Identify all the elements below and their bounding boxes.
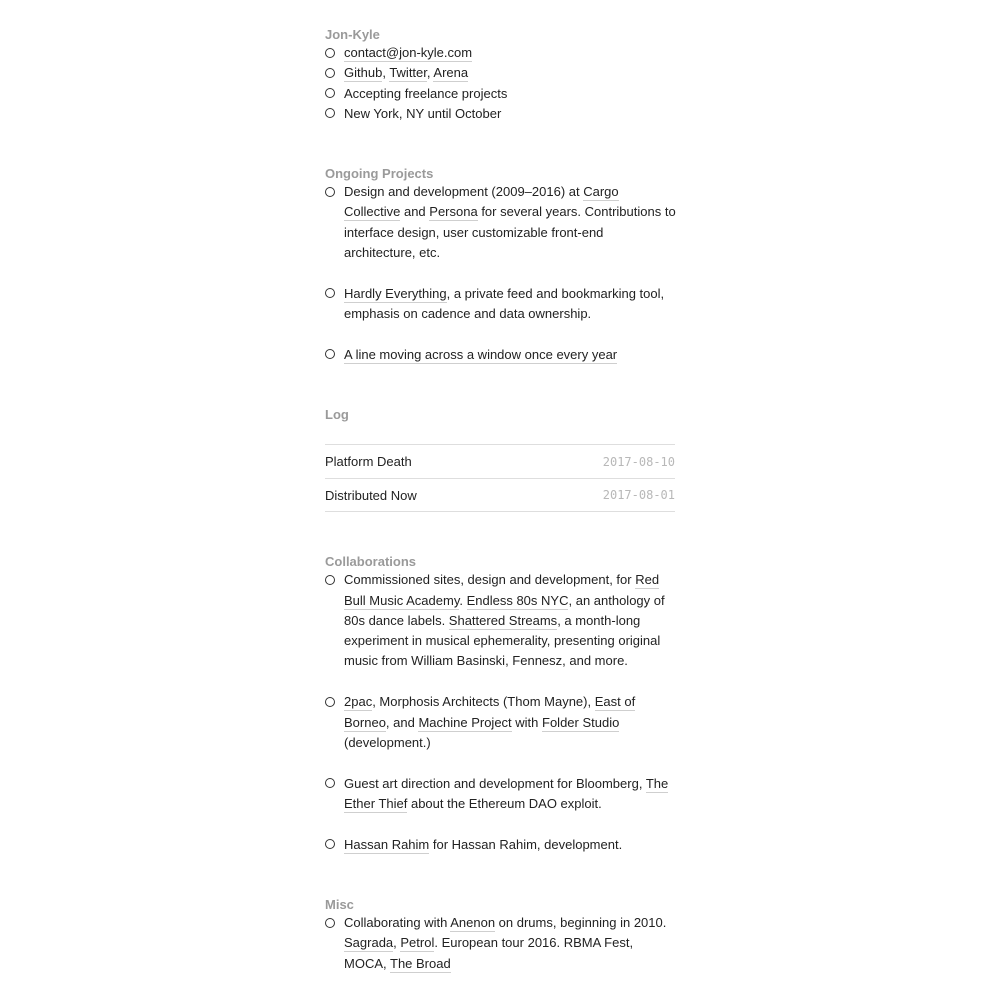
log-entry-title: Platform Death [325,454,412,470]
circle-bullet-icon [325,778,335,788]
misc-heading: Misc [325,897,354,913]
collab-rbma-item [325,570,677,671]
circle-bullet-icon [325,68,335,78]
collaborations-heading: Collaborations [325,554,417,570]
circle-bullet-icon [325,839,335,849]
folder-studio-link[interactable]: Folder Studio [542,714,620,730]
log-entry-row[interactable] [325,479,675,513]
collab-text: about the Ethereum DAO exploit. [407,795,602,811]
misc-text: on drums, beginning in 2010. [495,915,667,931]
collab-text: Guest art direction and development for Bloomberg, [344,775,646,791]
the-ether-thief-link[interactable]: The Ether Thief [344,775,669,811]
misc-list [325,913,677,974]
collab-text: for Hassan Rahim, development. [429,836,623,852]
misc-text: , [393,935,401,951]
email-link[interactable]: contact@jon-kyle.com [344,45,473,60]
collab-text: , Morphosis Architects (Thom Mayne), [372,694,595,710]
collab-bloomberg-item [325,774,677,815]
circle-bullet-icon [325,48,335,58]
circle-bullet-icon [325,918,335,928]
project-cargo-item [325,182,677,263]
shattered-streams-link[interactable]: Shattered Streams [448,612,558,628]
collab-text: , and [385,714,419,730]
location-text: New York, NY until October [344,105,502,121]
site-name: Jon-Kyle [325,27,380,42]
circle-bullet-icon [325,575,335,585]
red-bull-music-academy-link[interactable]: Red Bull Music Academy [344,572,660,608]
2pac-link[interactable]: 2pac [344,694,373,710]
circle-bullet-icon [325,88,335,98]
sagrada-link[interactable]: Sagrada [344,935,394,951]
log-table [325,444,675,512]
collab-text: . [459,592,467,608]
machine-project-link[interactable]: Machine Project [418,714,512,730]
circle-bullet-icon [325,288,335,298]
log-entry-row[interactable] [325,445,675,479]
collab-text: (development.) [344,734,431,750]
content-column [325,27,677,974]
project-text: for several years. Contributions to interface design, user customizable front-end architecture, etc. [344,204,676,261]
github-link[interactable]: Github [344,65,383,81]
line-moving-link[interactable]: A line moving across a window once every year [344,346,618,362]
hassan-rahim-link[interactable]: Hassan Rahim [344,836,430,852]
location-item [325,104,677,124]
freelance-status-text: Accepting freelance projects [344,85,508,101]
collaborations-list [325,570,677,855]
project-line-item [325,345,677,365]
east-of-borneo-link[interactable]: East of Borneo [344,694,636,730]
anenon-link[interactable]: Anenon [450,915,496,931]
circle-bullet-icon [325,697,335,707]
collab-hassan-item [325,835,677,855]
project-hardly-item [325,284,677,325]
collab-text: Commissioned sites, design and development, for [344,572,636,588]
endless-80s-nyc-link[interactable]: Endless 80s NYC [466,592,569,608]
misc-anenon-item [325,913,677,974]
twitter-link[interactable]: Twitter [389,65,427,81]
petrol-link[interactable]: Petrol [400,935,435,951]
log-entry-date: 2017-08-10 [602,454,675,469]
circle-bullet-icon [325,349,335,359]
collab-2pac-item [325,692,677,753]
the-broad-link[interactable]: The Broad [390,955,451,971]
collab-text: with [511,714,543,730]
contact-list [325,43,677,124]
log-entry-title: Distributed Now [325,487,417,503]
misc-text: . European tour 2016. RBMA Fest, MOCA, [344,935,634,971]
project-text: Design and development (2009–2016) at [344,184,584,200]
freelance-status-item [325,84,677,104]
social-links-item [325,63,677,83]
cargo-collective-link[interactable]: Cargo Collective [344,184,619,220]
collab-text: , a month-long experiment in musical ephemerality, presenting original music from William Basinski, Fennesz, and more. [344,612,661,669]
collab-text: , an anthology of 80s dance labels. [344,592,665,628]
arena-link[interactable]: Arena [433,65,469,81]
persona-link[interactable]: Persona [429,204,478,220]
circle-bullet-icon [325,187,335,197]
projects-list [325,182,677,365]
circle-bullet-icon [325,108,335,118]
project-text: and [400,204,430,220]
separator-text: , [382,65,390,81]
hardly-everything-link[interactable]: Hardly Everything [344,285,447,301]
separator-text: , [426,65,434,81]
misc-text: Collaborating with [344,915,451,931]
contact-email-item [325,43,677,63]
log-heading: Log [325,407,349,423]
log-entry-date: 2017-08-01 [602,488,675,503]
project-text: , a private feed and bookmarking tool, emphasis on cadence and data ownership. [344,285,665,322]
projects-heading: Ongoing Projects [325,166,434,182]
